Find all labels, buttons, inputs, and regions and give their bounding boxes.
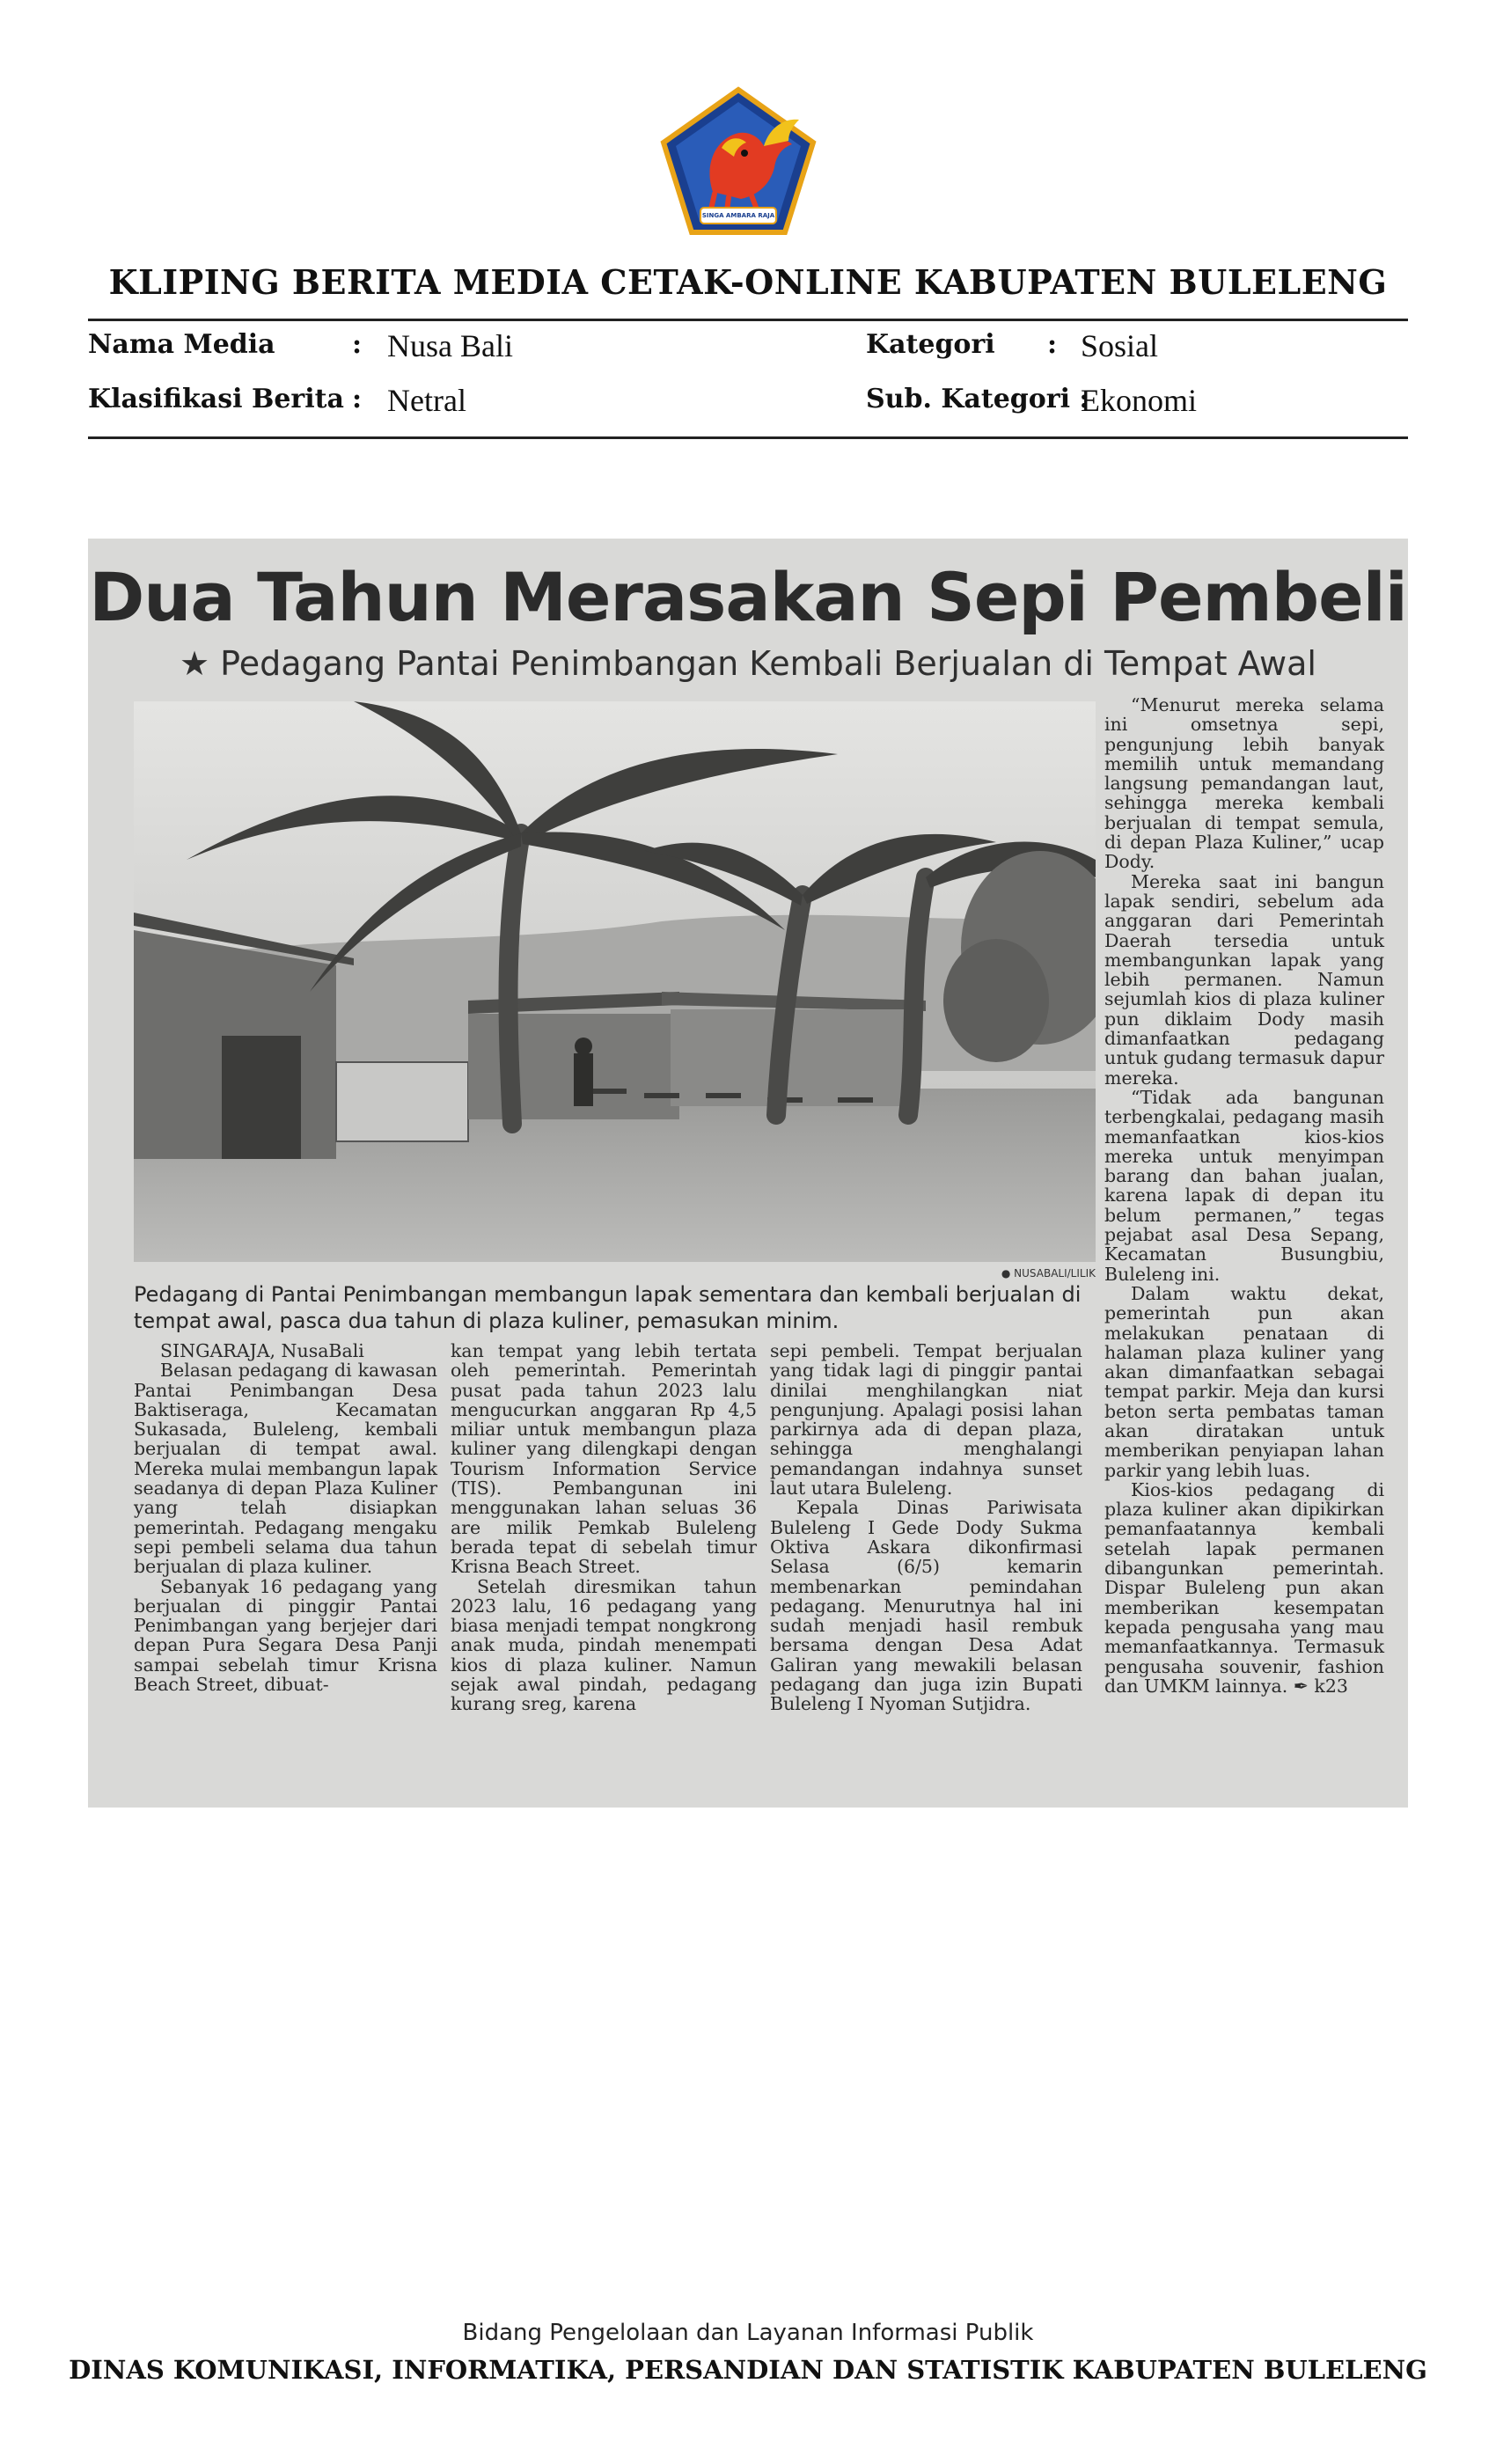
footer-unit: Bidang Pengelolaan dan Layanan Informasi Publik	[462, 2320, 1034, 2346]
header-rule-bottom	[88, 436, 1408, 439]
article-paragraph: “Tidak ada bangunan terbengkalai, pedagang masih memanfaatkan kios-kios mereka untuk menyimpan barang dan bahan jualan, karena lapak di depan itu belum permanen,” tegas pejabat asal Desa Sepang, Kecamatan Busungbiu, Buleleng ini.	[1104, 1086, 1384, 1285]
article-photo	[134, 701, 1096, 1262]
media-label: Nama Media	[88, 329, 275, 360]
newspaper-clipping	[88, 539, 1408, 1808]
subkategori-label: Sub. Kategori :	[866, 384, 1089, 414]
kategori-value: Sosial	[1081, 328, 1159, 363]
article-column-4	[1104, 695, 1384, 1696]
article-paragraph: sepi pembeli. Tempat berjualan yang tidak lagi di pinggir pantai dinilai menghilangkan niat pengunjung. Apalagi posisi lahan parkirnya ada di depan plaza, sehingga menghalangi pemandangan indahnya sunset laut utara Buleleng.	[770, 1340, 1082, 1500]
article-paragraph: kan tempat yang lebih tertata oleh pemerintah. Pemerintah pusat pada tahun 2023 lalu mengucurkan anggaran Rp 4,5 miliar untuk membangun plaza kuliner yang dilengkapi dengan Tourism Information Service (TIS). Pembangunan ini menggunakan lahan seluas 36 are milik Pemkab Buleleng berada tepat di sebelah timur Krisna Beach Street.	[451, 1340, 757, 1578]
photo-credit: ● NUSABALI/LILIK	[1001, 1267, 1096, 1280]
article-headline: Dua Tahun Merasakan Sepi Pembeli	[89, 558, 1407, 636]
article-paragraph: Belasan pedagang di kawasan Pantai Penimbangan Desa Baktiseraga, Kecamatan Sukasada, Buleleng, kembali berjualan di tempat awal. Mereka mulai membangun lapak seadanya di depan Plaza Kuliner yang telah disiapkan pemerintah. Pedagang mengaku sepi pembeli selama dua tahun berjualan di plaza kuliner.	[134, 1360, 437, 1578]
kategori-colon: :	[1047, 329, 1058, 360]
regency-logo	[660, 86, 817, 236]
document-title: KLIPING BERITA MEDIA CETAK-ONLINE KABUPATEN BULELENG	[108, 262, 1388, 302]
article-column-3	[770, 1341, 1082, 1714]
klasifikasi-label: Klasifikasi Berita	[88, 384, 344, 414]
article-column-1	[134, 1341, 437, 1694]
media-value: Nusa Bali	[387, 328, 513, 363]
article-dateline: SINGARAJA, NusaBali	[160, 1340, 364, 1361]
article-paragraph: Kepala Dinas Pariwisata Buleleng I Gede Dody Sukma Oktiva Askara dikonfirmasi Selasa (6/5) kemarin membenarkan pemindahan pedagang. Menurutnya hal ini sudah menjadi hasil rembuk bersama dengan Desa Adat Galiran yang mewakili belasan pedagang dan juga izin Bupati Buleleng I Nyoman Sutjidra.	[770, 1497, 1082, 1715]
logo-caption: SINGA AMBARA RAJA	[701, 212, 775, 219]
footer-agency: DINAS KOMUNIKASI, INFORMATIKA, PERSANDIAN DAN STATISTIK KABUPATEN BULELENG	[69, 2355, 1427, 2385]
article-column-2	[451, 1341, 757, 1714]
article-paragraph: Dalam waktu dekat, pemerintah pun akan melakukan penataan di halaman plaza kuliner yang akan dimanfaatkan sebagai tempat parkir. Meja dan kursi beton serta pembatas taman akan diratakan untuk memberikan penyiapan lahan parkir yang lebih luas.	[1104, 1282, 1384, 1481]
beach-stalls-photo-icon	[134, 701, 1096, 1262]
klasifikasi-value: Netral	[387, 383, 466, 418]
kategori-label: Kategori	[866, 329, 995, 360]
article-paragraph: Mereka saat ini bangun lapak sendiri, sebelum ada anggaran dari Pemerintah Daerah tersedia untuk membangunkan lapak yang lebih permanen. Namun sejumlah kios di plaza kuliner pun diklaim Dody masih dimanfaatkan pedagang untuk gudang termasuk dapur mereka.	[1104, 870, 1384, 1089]
photo-caption: Pedagang di Pantai Penimbangan membangun lapak sementara dan kembali berjualan di tempat awal, pasca dua tahun di plaza kuliner, pemasukan minim.	[134, 1282, 1082, 1333]
article-paragraph: Setelah diresmikan tahun 2023 lalu, 16 pedagang yang biasa menjadi tempat nongkrong anak muda, pindah menempati kios di plaza kuliner. Namun sejak awal pindah, pedagang kurang sreg, karena	[451, 1575, 757, 1715]
article-paragraph: Sebanyak 16 pedagang yang berjualan di pinggir Pantai Penimbangan yang berjejer dari depan Pura Segara Desa Panji sampai sebelah timur Krisna Beach Street, dibuat-	[134, 1575, 437, 1696]
article-paragraph: “Menurut mereka selama ini omsetnya sepi, pengunjung lebih banyak memilih untuk memandang langsung pemandangan laut, sehingga mereka kembali berjualan di tempat semula, di depan Plaza Kuliner,” ucap Dody.	[1104, 694, 1384, 873]
article-paragraph: Kios-kios pedagang di plaza kuliner akan dipikirkan pemanfaatannya kembali setelah lapak permanen dibangunkan pemerintah. Dispar Buleleng pun akan memberikan kesempatan kepada pengusaha yang mau memanfaatkannya. Termasuk pengusaha souvenir, fashion dan UMKM lainnya. ✒ k23	[1104, 1478, 1384, 1697]
klasifikasi-colon: :	[352, 384, 363, 414]
header-rule-top	[88, 319, 1408, 321]
media-colon: :	[352, 329, 363, 360]
subkategori-value: Ekonomi	[1081, 383, 1197, 418]
article-subheadline: ★ Pedagang Pantai Penimbangan Kembali Berjualan di Tempat Awal	[180, 644, 1316, 683]
